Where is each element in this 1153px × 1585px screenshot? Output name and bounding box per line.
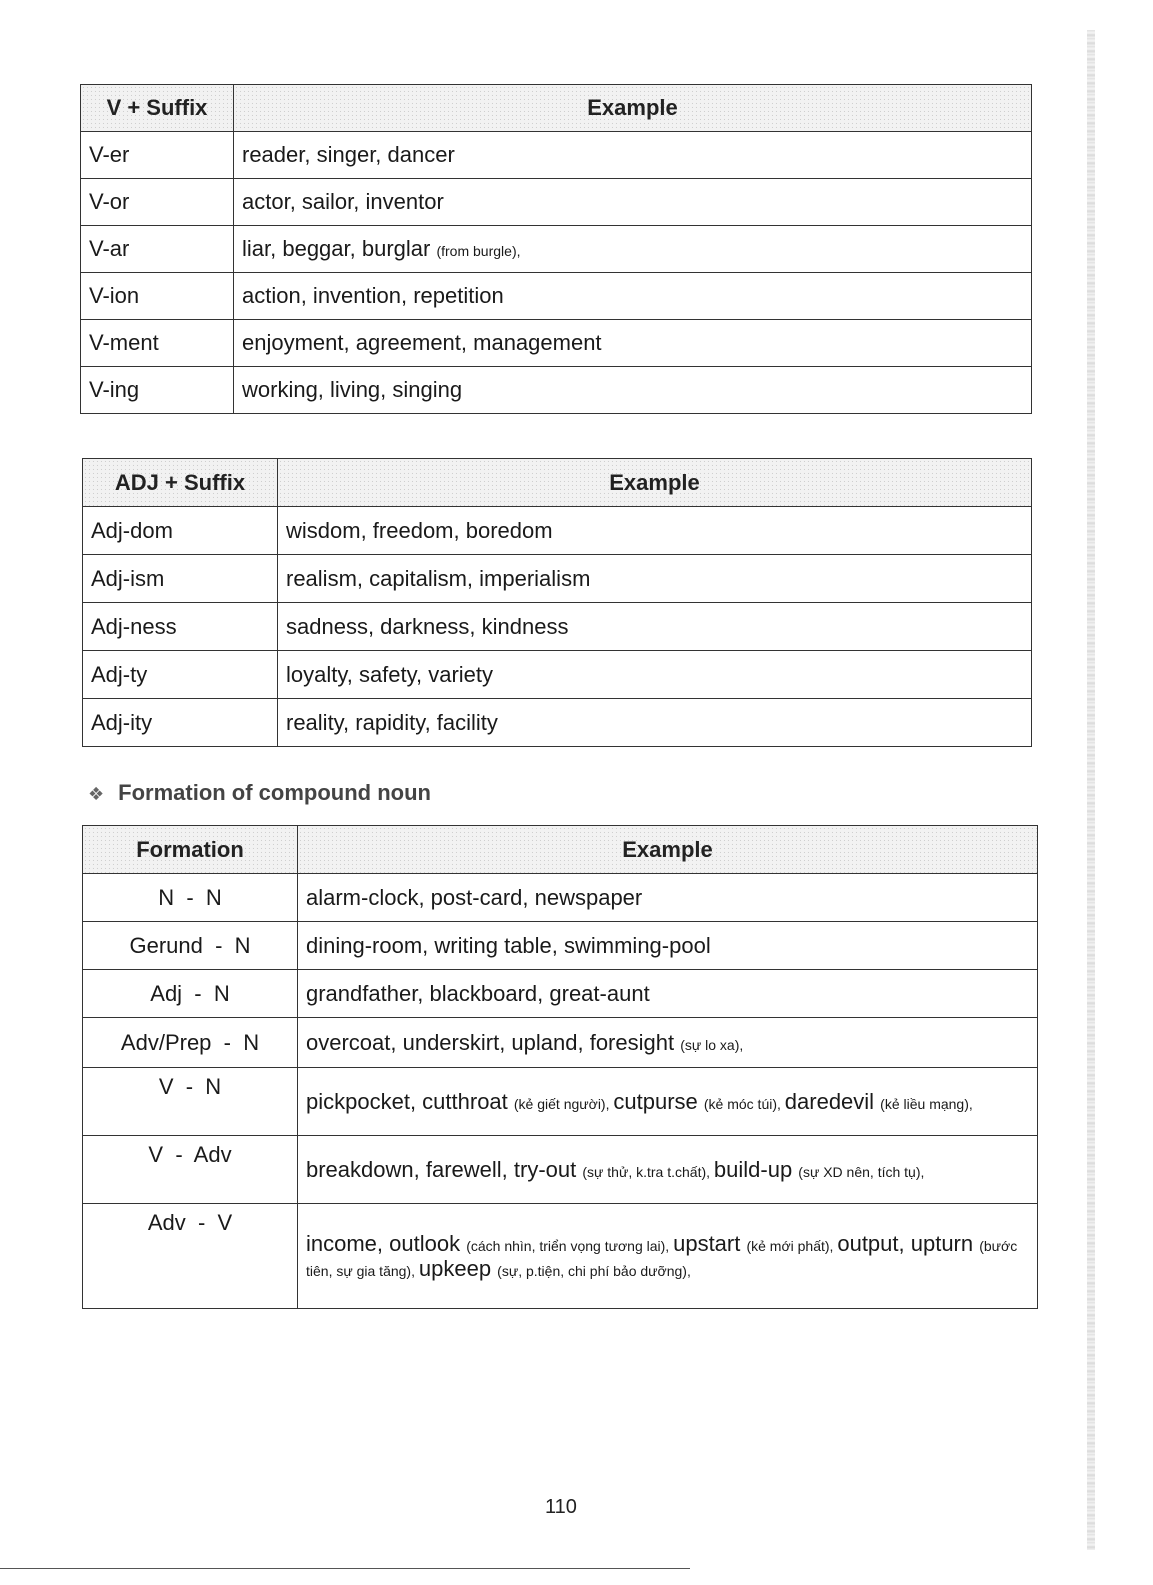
- example-cell: [234, 226, 1032, 273]
- example-cell: reality, rapidity, facility: [278, 699, 1032, 747]
- table-row: [81, 179, 1032, 226]
- example-cell: [298, 1018, 1038, 1068]
- example-note: (bước tiên, sự gia tăng),: [306, 1237, 1022, 1279]
- example-note: (sự XD nên, tích tụ),: [798, 1163, 925, 1180]
- formation-cell: Adv/Prep - N: [83, 1018, 298, 1068]
- diamond-bullet-icon: ❖: [88, 784, 105, 804]
- suffix-cell: V-ment: [81, 320, 234, 367]
- header-example: Example: [298, 826, 1038, 874]
- example-cell: loyalty, safety, variety: [278, 651, 1032, 699]
- adjective-suffix-table: [82, 458, 1032, 747]
- example-text: working, living, singing: [242, 377, 463, 402]
- suffix-cell: Adj-ty: [83, 651, 278, 699]
- table-row: [83, 555, 1032, 603]
- example-cell: realism, capitalism, imperialism: [278, 555, 1032, 603]
- example-cell: sadness, darkness, kindness: [278, 603, 1032, 651]
- example-text: income, outlook: [306, 1230, 467, 1256]
- example-text: reader, singer, dancer: [242, 142, 455, 167]
- example-note: (sự lo xa),: [680, 1036, 744, 1053]
- table-row: [83, 1018, 1038, 1068]
- suffix-cell: V-ing: [81, 367, 234, 414]
- example-cell: [298, 1204, 1038, 1309]
- example-text: upkeep: [418, 1256, 498, 1281]
- table-row: [83, 1136, 1038, 1204]
- formation-cell: Adv - V: [83, 1204, 298, 1309]
- example-text: breakdown, farewell, try-out: [306, 1156, 583, 1182]
- verb-suffix-table: [80, 84, 1032, 414]
- example-cell: [234, 179, 1032, 226]
- example-note: (sự thử, k.tra t.chất),: [582, 1163, 714, 1180]
- example-cell: [234, 132, 1032, 179]
- scan-edge-shadow: [1087, 30, 1095, 1550]
- table-row: [83, 651, 1032, 699]
- header-example: Example: [234, 85, 1032, 132]
- example-text: build-up: [713, 1156, 799, 1182]
- example-note: (kẻ móc túi),: [703, 1095, 785, 1112]
- header-suffix: V + Suffix: [81, 85, 234, 132]
- section-heading: [88, 780, 431, 806]
- example-text: alarm-clock, post-card, newspaper: [306, 884, 643, 910]
- table-header-row: [83, 826, 1038, 874]
- suffix-cell: V-er: [81, 132, 234, 179]
- suffix-cell: Adj-dom: [83, 507, 278, 555]
- example-text: action, invention, repetition: [242, 283, 504, 308]
- bottom-divider: [0, 1568, 690, 1569]
- example-cell: [234, 320, 1032, 367]
- page-number: 110: [545, 1496, 577, 1518]
- table-row: [83, 507, 1032, 555]
- compound-noun-table: [82, 825, 1038, 1309]
- example-text: liar, beggar, burglar: [242, 236, 431, 261]
- suffix-cell: V-or: [81, 179, 234, 226]
- table-row: [83, 1068, 1038, 1136]
- example-note: (from burgle),: [436, 243, 521, 259]
- example-cell: [298, 922, 1038, 970]
- example-text: daredevil: [784, 1088, 881, 1114]
- example-note: (sự, p.tiện, chi phí bảo dưỡng),: [497, 1263, 691, 1279]
- suffix-cell: V-ar: [81, 226, 234, 273]
- formation-cell: V - Adv: [83, 1136, 298, 1204]
- suffix-cell: Adj-ism: [83, 555, 278, 603]
- table-row: [83, 1204, 1038, 1309]
- suffix-cell: V-ion: [81, 273, 234, 320]
- table-row: [81, 132, 1032, 179]
- example-cell: [234, 273, 1032, 320]
- example-text: overcoat, underskirt, upland, foresight: [306, 1029, 681, 1055]
- section-title: Formation of compound noun: [118, 780, 431, 805]
- header-example: Example: [278, 459, 1032, 507]
- formation-cell: V - N: [83, 1068, 298, 1136]
- table-row: [81, 367, 1032, 414]
- example-cell: [298, 970, 1038, 1018]
- example-note: (kẻ mới phất),: [746, 1237, 838, 1254]
- table-header-row: [81, 85, 1032, 132]
- table-row: [81, 320, 1032, 367]
- example-note: (kẻ giết người),: [513, 1095, 614, 1112]
- example-text: cutpurse: [613, 1088, 704, 1114]
- formation-cell: Adj - N: [83, 970, 298, 1018]
- table-row: [83, 699, 1032, 747]
- suffix-cell: Adj-ness: [83, 603, 278, 651]
- header-formation: Formation: [83, 826, 298, 874]
- table-row: [83, 603, 1032, 651]
- example-text: enjoyment, agreement, management: [242, 330, 602, 355]
- formation-cell: N - N: [83, 874, 298, 922]
- example-text: upstart: [673, 1230, 747, 1256]
- example-cell: wisdom, freedom, boredom: [278, 507, 1032, 555]
- example-text: pickpocket, cutthroat: [306, 1088, 514, 1114]
- table-row: [83, 922, 1038, 970]
- table-row: [83, 874, 1038, 922]
- example-note: (cách nhìn, triển vọng tương lai),: [466, 1237, 674, 1254]
- example-cell: [298, 874, 1038, 922]
- table-row: [83, 970, 1038, 1018]
- example-text: grandfather, blackboard, great-aunt: [306, 980, 650, 1006]
- example-cell: [298, 1136, 1038, 1204]
- table-header-row: [83, 459, 1032, 507]
- suffix-cell: Adj-ity: [83, 699, 278, 747]
- example-text: actor, sailor, inventor: [242, 189, 444, 214]
- example-note: (kẻ liều mạng),: [880, 1095, 973, 1112]
- table-row: [81, 226, 1032, 273]
- table-row: [81, 273, 1032, 320]
- header-suffix: ADJ + Suffix: [83, 459, 278, 507]
- example-text: dining-room, writing table, swimming-pool: [306, 932, 711, 958]
- formation-cell: Gerund - N: [83, 922, 298, 970]
- example-text: output, upturn: [837, 1230, 980, 1256]
- example-cell: [298, 1068, 1038, 1136]
- example-cell: [234, 367, 1032, 414]
